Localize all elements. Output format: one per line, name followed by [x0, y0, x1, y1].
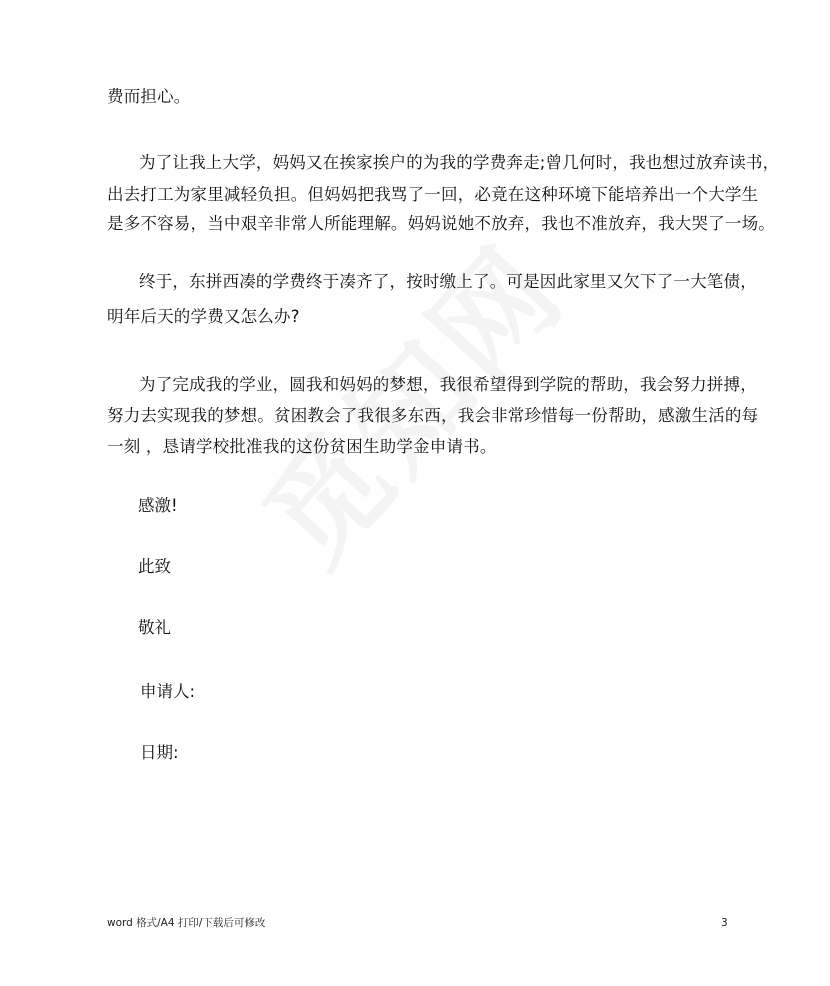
paragraph-line: 明年后天的学费又怎么办?	[107, 307, 300, 326]
paragraph-line: 是多不容易，当中艰辛非常人所能理解。妈妈说她不放弃，我也不准放弃，我大哭了一场。	[107, 214, 775, 233]
regards-text-2: 敬礼	[138, 618, 171, 637]
paragraph-line: 一刻 ，恳请学校批准我的这份贫困生助学金申请书。	[107, 437, 497, 456]
paragraph-line: 费而担心。	[107, 87, 191, 106]
paragraph-line: 出去打工为家里减轻负担。但妈妈把我骂了一回，必竟在这种环境下能培养出一个大学生	[107, 185, 759, 204]
paragraph-line: 终于，东拼西凑的学费终于凑齐了，按时缴上了。可是因此家里又欠下了一大笔债，	[139, 272, 757, 291]
paragraph-line: 为了让我上大学，妈妈又在挨家挨户的为我的学费奔走;曾几何时，我也想过放弃读书，	[139, 153, 780, 172]
paragraph-line: 为了完成我的学业，圆我和妈妈的梦想，我很希望得到学院的帮助，我会努力拼搏，	[139, 375, 757, 394]
thanks-text: 感激!	[138, 496, 178, 515]
paragraph-line: 努力去实现我的梦想。贫困教会了我很多东西，我会非常珍惜每一份帮助，感激生活的每	[107, 406, 759, 425]
regards-text-1: 此致	[138, 557, 171, 576]
applicant-label: 申请人:	[140, 682, 196, 701]
page-number: 3	[721, 917, 728, 929]
footer-note: word 格式/A4 打印/下载后可修改	[107, 917, 266, 929]
date-label: 日期:	[140, 743, 179, 762]
